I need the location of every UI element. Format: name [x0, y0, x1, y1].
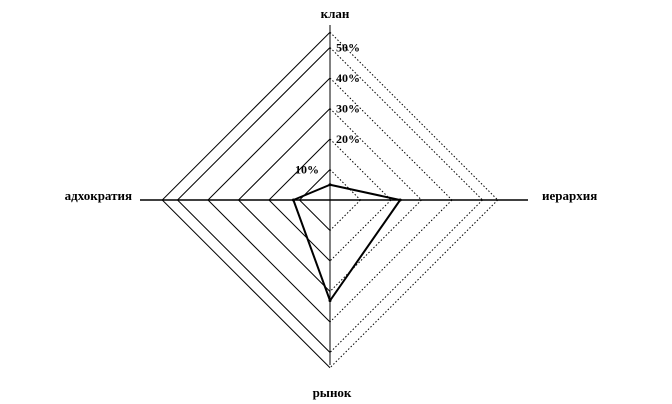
axis-label-top: клан: [320, 6, 350, 21]
ring-edge-bottom-right: [330, 200, 422, 292]
ring-edge-bottom-right: [330, 200, 361, 231]
series-point: [399, 199, 402, 202]
ring-tick-labels: [295, 41, 360, 177]
axis-labels: [65, 6, 598, 400]
ring-edge-bottom-right: [330, 200, 498, 368]
radar-axes: [140, 25, 528, 365]
ring-edge-top-right: [330, 109, 422, 201]
ring-tick-label: 10%: [295, 162, 319, 177]
axis-label-bottom: рынок: [312, 385, 352, 400]
ring-tick-label: 50%: [336, 40, 360, 55]
series-point: [329, 299, 332, 302]
ring-edge-bottom-right: [330, 200, 483, 353]
series-point: [292, 199, 295, 202]
series-point: [329, 183, 332, 186]
ring-tick-label: 20%: [336, 132, 360, 146]
ring-edge-top-right: [330, 32, 498, 200]
series-polygon: [293, 185, 400, 301]
ring-tick-label: 40%: [336, 71, 360, 85]
radar-series: [292, 183, 402, 302]
ring-edge-bottom-right: [330, 200, 452, 322]
ring-edge-bottom-right: [330, 200, 391, 261]
axis-label-right: иерархия: [542, 188, 598, 203]
axis-label-left: адхократия: [64, 188, 132, 203]
ring-tick-label: 30%: [336, 101, 360, 116]
